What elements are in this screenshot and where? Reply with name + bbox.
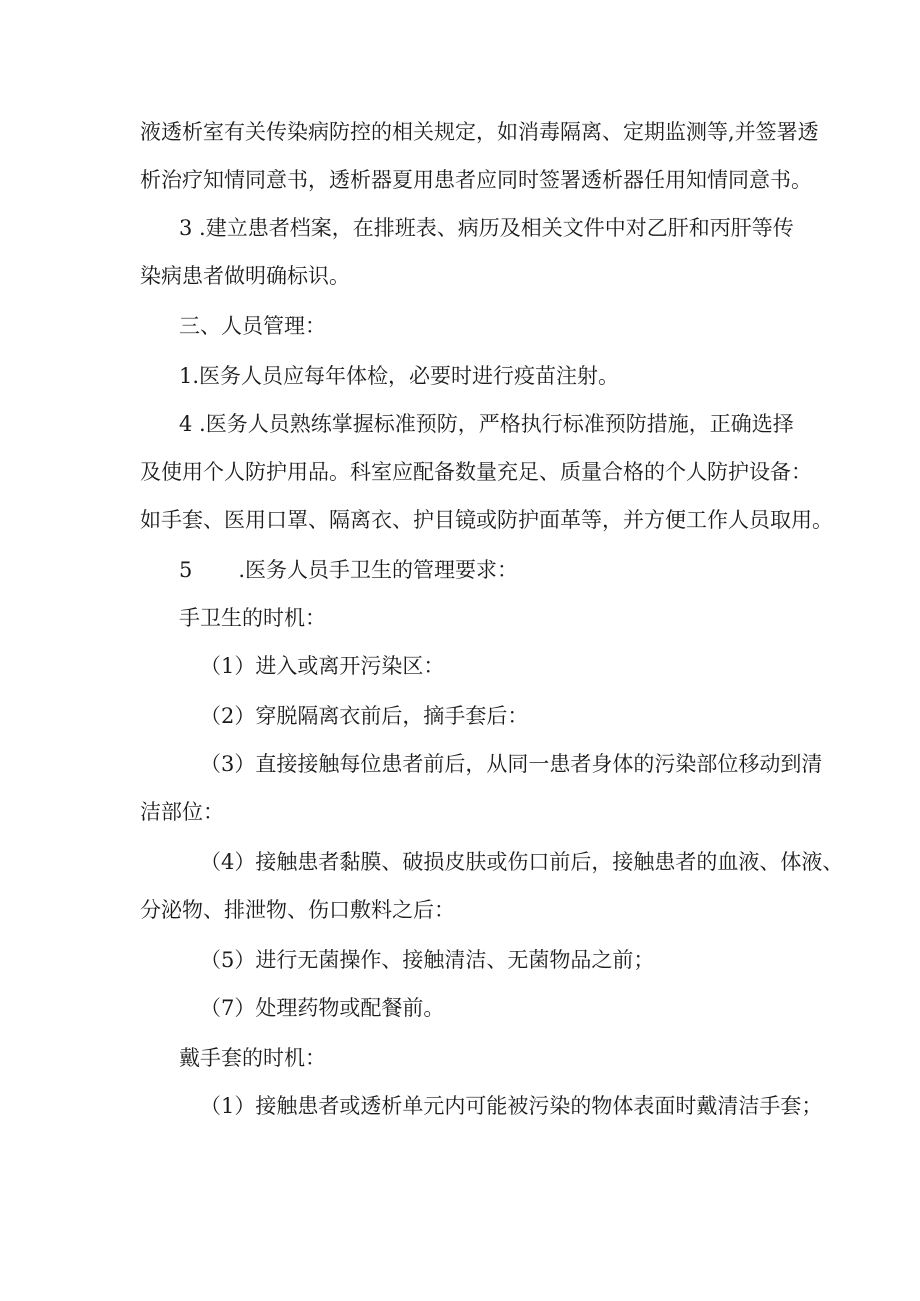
- paragraph-line: 染病患者做明确标识。: [140, 264, 350, 288]
- paragraph-line: 1.医务人员应每年体检，必要时进行疫苗注射。: [179, 364, 620, 388]
- list-item: （3）直接接触每位患者前后，从同一患者身体的污染部位移动到清: [200, 752, 823, 776]
- list-number: 5: [179, 558, 193, 582]
- paragraph-line: 及使用个人防护用品。科室应配备数量充足、质量合格的个人防护设备：: [140, 460, 812, 484]
- paragraph-line: 如手套、医用口罩、隔离衣、护目镜或防护面革等，并方便工作人员取用。: [140, 508, 833, 532]
- list-item: （1）进入或离开污染区：: [200, 654, 445, 678]
- list-item: （2）穿脱隔离衣前后，摘手套后：: [200, 704, 529, 728]
- list-item: （7）处理药物或配餐前。: [200, 996, 445, 1020]
- paragraph-line: [179, 556, 518, 584]
- sub-heading: 戴手套的时机：: [179, 1046, 326, 1070]
- paragraph-line: 析治疗知情同意书，透析器夏用患者应同时签署透析器任用知情同意书。: [140, 168, 812, 192]
- section-heading: 三、人员管理：: [179, 314, 326, 338]
- list-text: .医务人员手卫生的管理要求：: [238, 558, 519, 582]
- paragraph-line: 液透析室有关传染病防控的相关规定，如消毒隔离、定期监测等,并签署透: [140, 120, 819, 144]
- paragraph-line: 3 .建立患者档案，在排班表、病历及相关文件中对乙肝和丙肝等传: [179, 216, 794, 240]
- sub-heading: 手卫生的时机：: [179, 606, 326, 630]
- list-item-continued: 分泌物、排泄物、伤口敷料之后：: [140, 898, 455, 922]
- paragraph-line: 4 .医务人员熟练掌握标准预防，严格执行标准预防措施，正确选择: [179, 412, 794, 436]
- list-item-continued: 洁部位：: [140, 800, 224, 824]
- list-item: （1）接触患者或透析单元内可能被污染的物体表面时戴清洁手套；: [200, 1094, 823, 1118]
- list-item: （5）进行无菌操作、接触清洁、无菌物品之前；: [200, 948, 655, 972]
- list-item: （4）接触患者黏膜、破损皮肤或伤口前后，接触患者的血液、体液、: [200, 850, 844, 874]
